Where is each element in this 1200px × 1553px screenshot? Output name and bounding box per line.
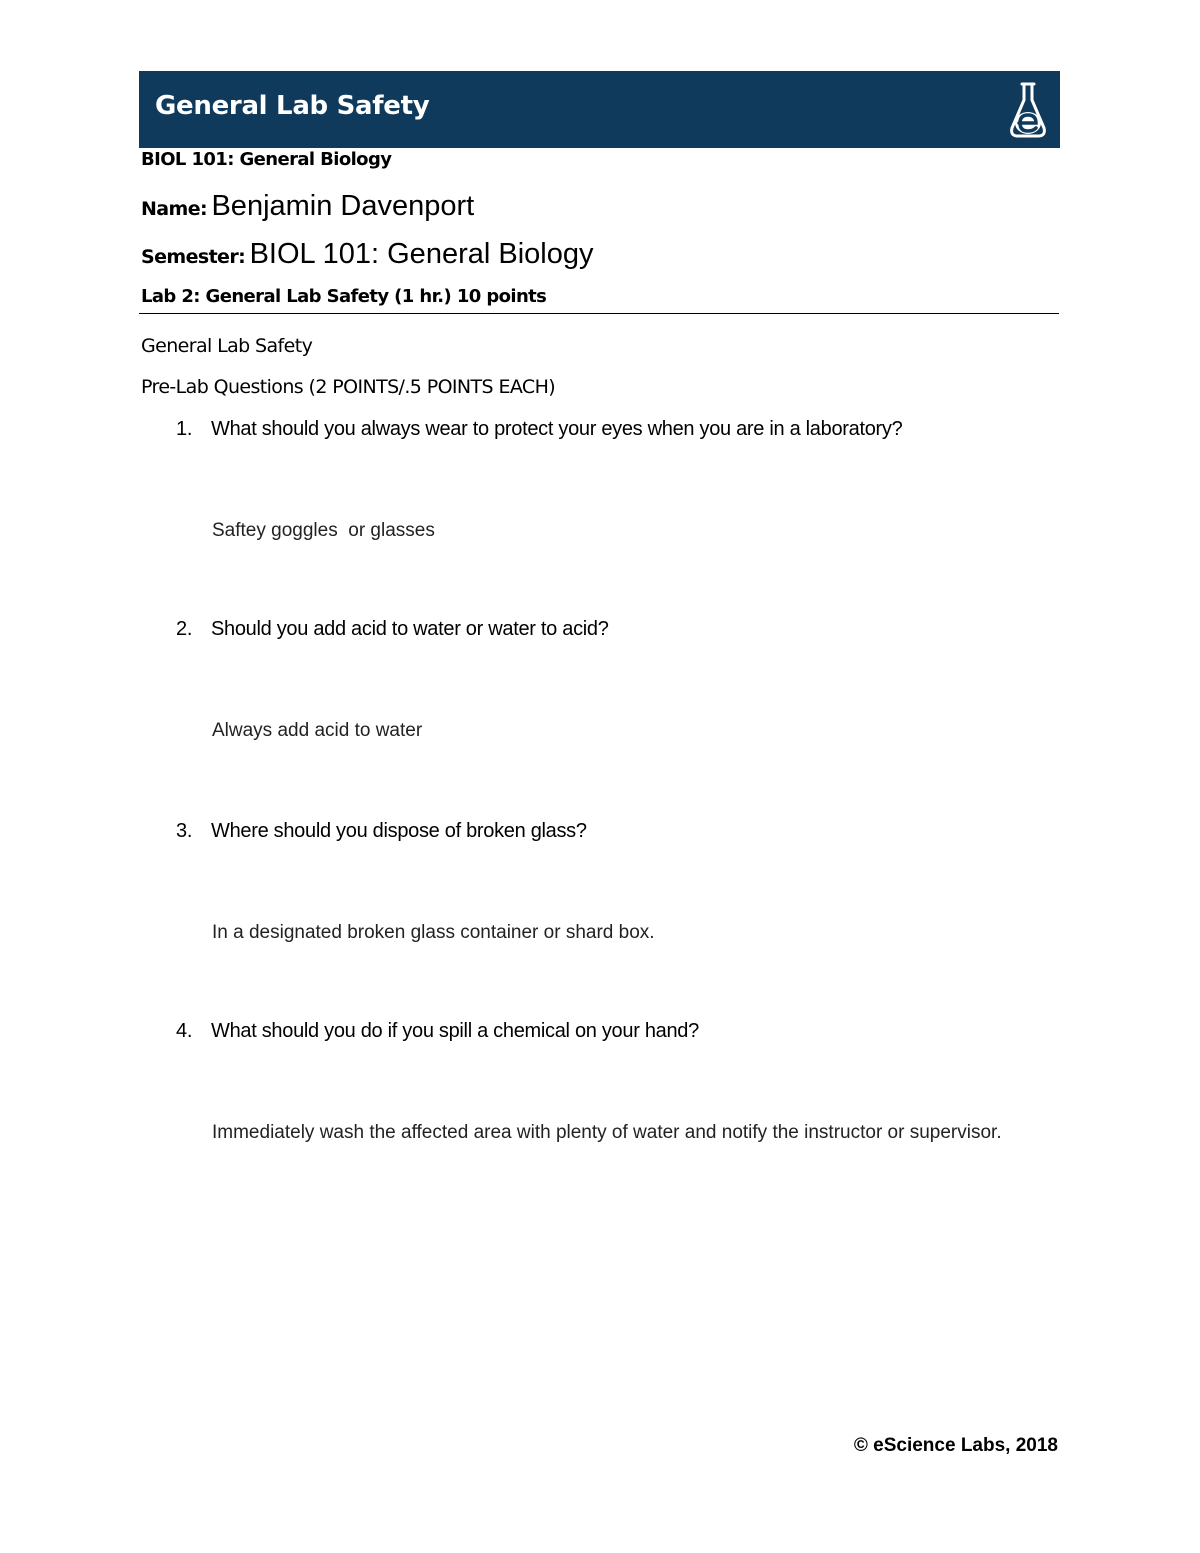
question-3 [176, 820, 587, 843]
answer-1: Saftey goggles or glasses [212, 520, 435, 541]
question-text: What should you do if you spill a chemical on your hand? [211, 1020, 699, 1042]
semester-row [141, 238, 593, 271]
copyright-footer: © eScience Labs, 2018 [853, 1435, 1058, 1456]
question-number: 4. [176, 1020, 193, 1042]
question-text: What should you always wear to protect your eyes when you are in a laboratory? [211, 418, 903, 440]
answer-4: Immediately wash the affected area with plenty of water and notify the instructor or supervisor. [212, 1122, 1002, 1143]
question-text: Where should you dispose of broken glass? [211, 820, 587, 842]
course-line: BIOL 101: General Biology [141, 149, 392, 170]
name-row [141, 190, 474, 223]
answer-2: Always add acid to water [212, 720, 423, 741]
name-value: Benjamin Davenport [211, 190, 475, 222]
question-2 [176, 618, 609, 641]
question-number: 1. [176, 418, 193, 440]
flask-e-logo-icon [1004, 78, 1052, 142]
section-title: General Lab Safety [141, 335, 313, 357]
question-number: 3. [176, 820, 193, 842]
header-banner [139, 71, 1060, 148]
prelab-heading: Pre-Lab Questions (2 POINTS/.5 POINTS EACH) [141, 376, 556, 398]
question-number: 2. [176, 618, 193, 640]
divider [139, 313, 1059, 314]
name-label: Name: [141, 198, 208, 220]
lab-title: Lab 2: General Lab Safety (1 hr.) 10 points [141, 286, 547, 307]
document-title: General Lab Safety [155, 91, 430, 121]
question-4 [176, 1020, 699, 1043]
answer-3: In a designated broken glass container or shard box. [212, 922, 655, 943]
semester-label: Semester: [141, 246, 246, 268]
question-1 [176, 418, 902, 441]
question-text: Should you add acid to water or water to acid? [211, 618, 609, 640]
semester-value: BIOL 101: General Biology [249, 238, 594, 270]
